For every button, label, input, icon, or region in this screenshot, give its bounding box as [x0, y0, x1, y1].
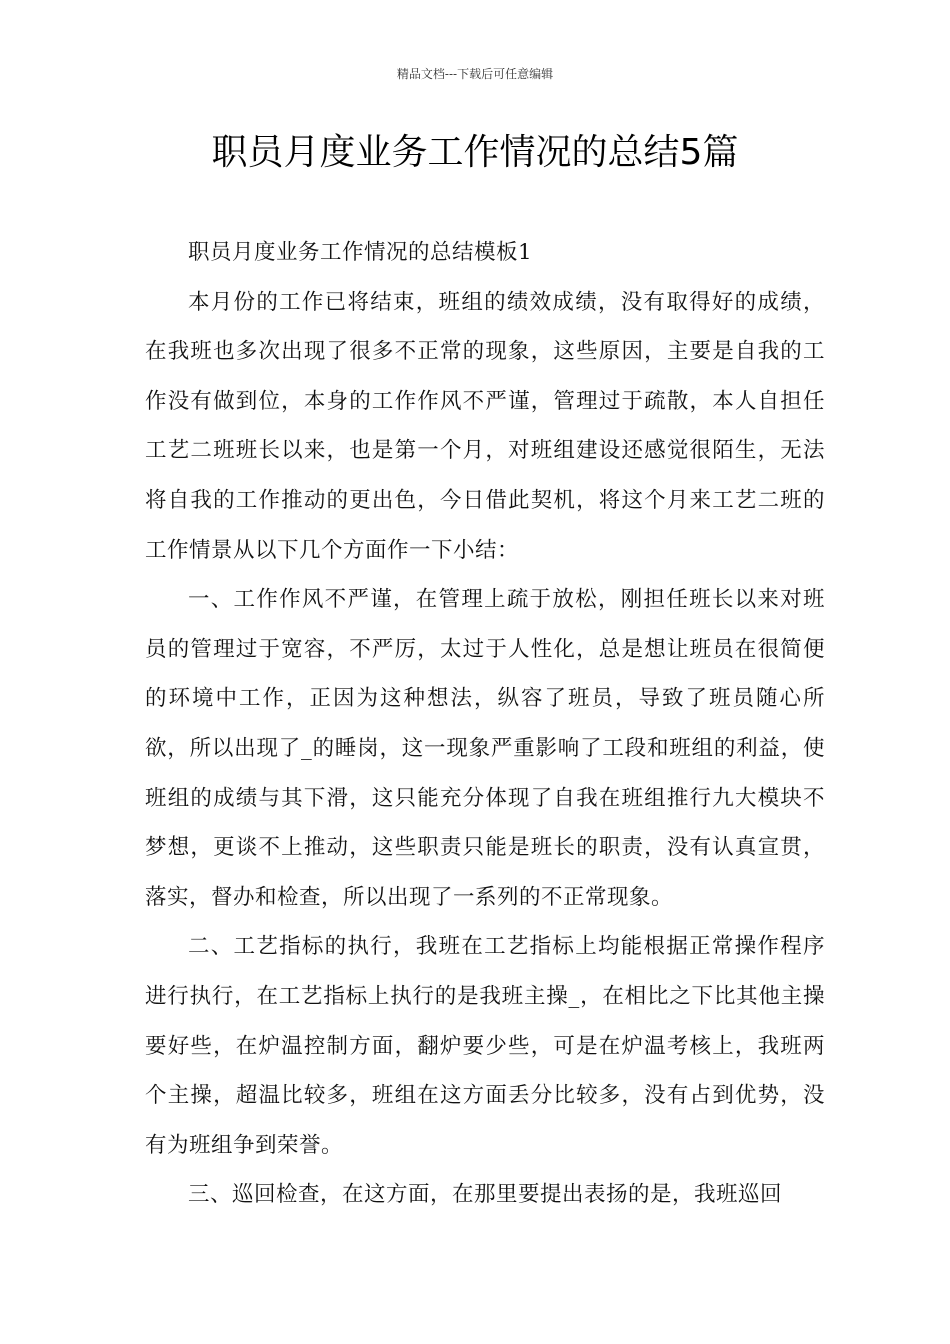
document-title: 职员月度业务工作情况的总结5篇: [211, 132, 739, 173]
document-body: [145, 228, 825, 1220]
section-heading: 职员月度业务工作情况的总结模板1: [188, 240, 533, 265]
paragraph-intro: 本月份的工作已将结束，班组的绩效成绩，没有取得好的成绩，在我班也多次出现了很多不正常的现象，这些原因，主要是自我的工作没有做到位，本身的工作作风不严谨，管理过于疏散，本人自担任工艺二班班长以来，也是第一个月，对班组建设还感觉很陌生，无法将自我的工作推动的更出色，今日借此契机，将这个月来工艺二班的工作情景从以下几个方面作一下小结：: [145, 289, 825, 563]
paragraph-point-3: 三、巡回检查，在这方面，在那里要提出表扬的是，我班巡回: [188, 1182, 783, 1208]
paragraph-point-1: 一、工作作风不严谨，在管理上疏于放松，刚担任班长以来对班员的管理过于宽容，不严厉，太过于人性化，总是想让班员在很简便的环境中工作，正因为这种想法，纵容了班员，导致了班员随心所欲，所以出现了_的睡岗，这一现象严重影响了工段和班组的利益，使班组的成绩与其下滑，这只能充分体现了自我在班组推行九大模块不梦想，更谈不上推动，这些职责只能是班长的职责，没有认真宣贯，落实，督办和检查，所以出现了一系列的不正常现象。: [145, 587, 825, 910]
paragraph-point-2: 二、工艺指标的执行，我班在工艺指标上均能根据正常操作程序进行执行，在工艺指标上执行的是我班主操_，在相比之下比其他主操要好些，在炉温控制方面，翻炉要少些，可是在炉温考核上，我班两个主操，超温比较多，班组在这方面丢分比较多，没有占到优势，没有为班组争到荣誉。: [145, 934, 825, 1158]
header-note: 精品文档---下载后可任意编辑: [396, 67, 554, 81]
